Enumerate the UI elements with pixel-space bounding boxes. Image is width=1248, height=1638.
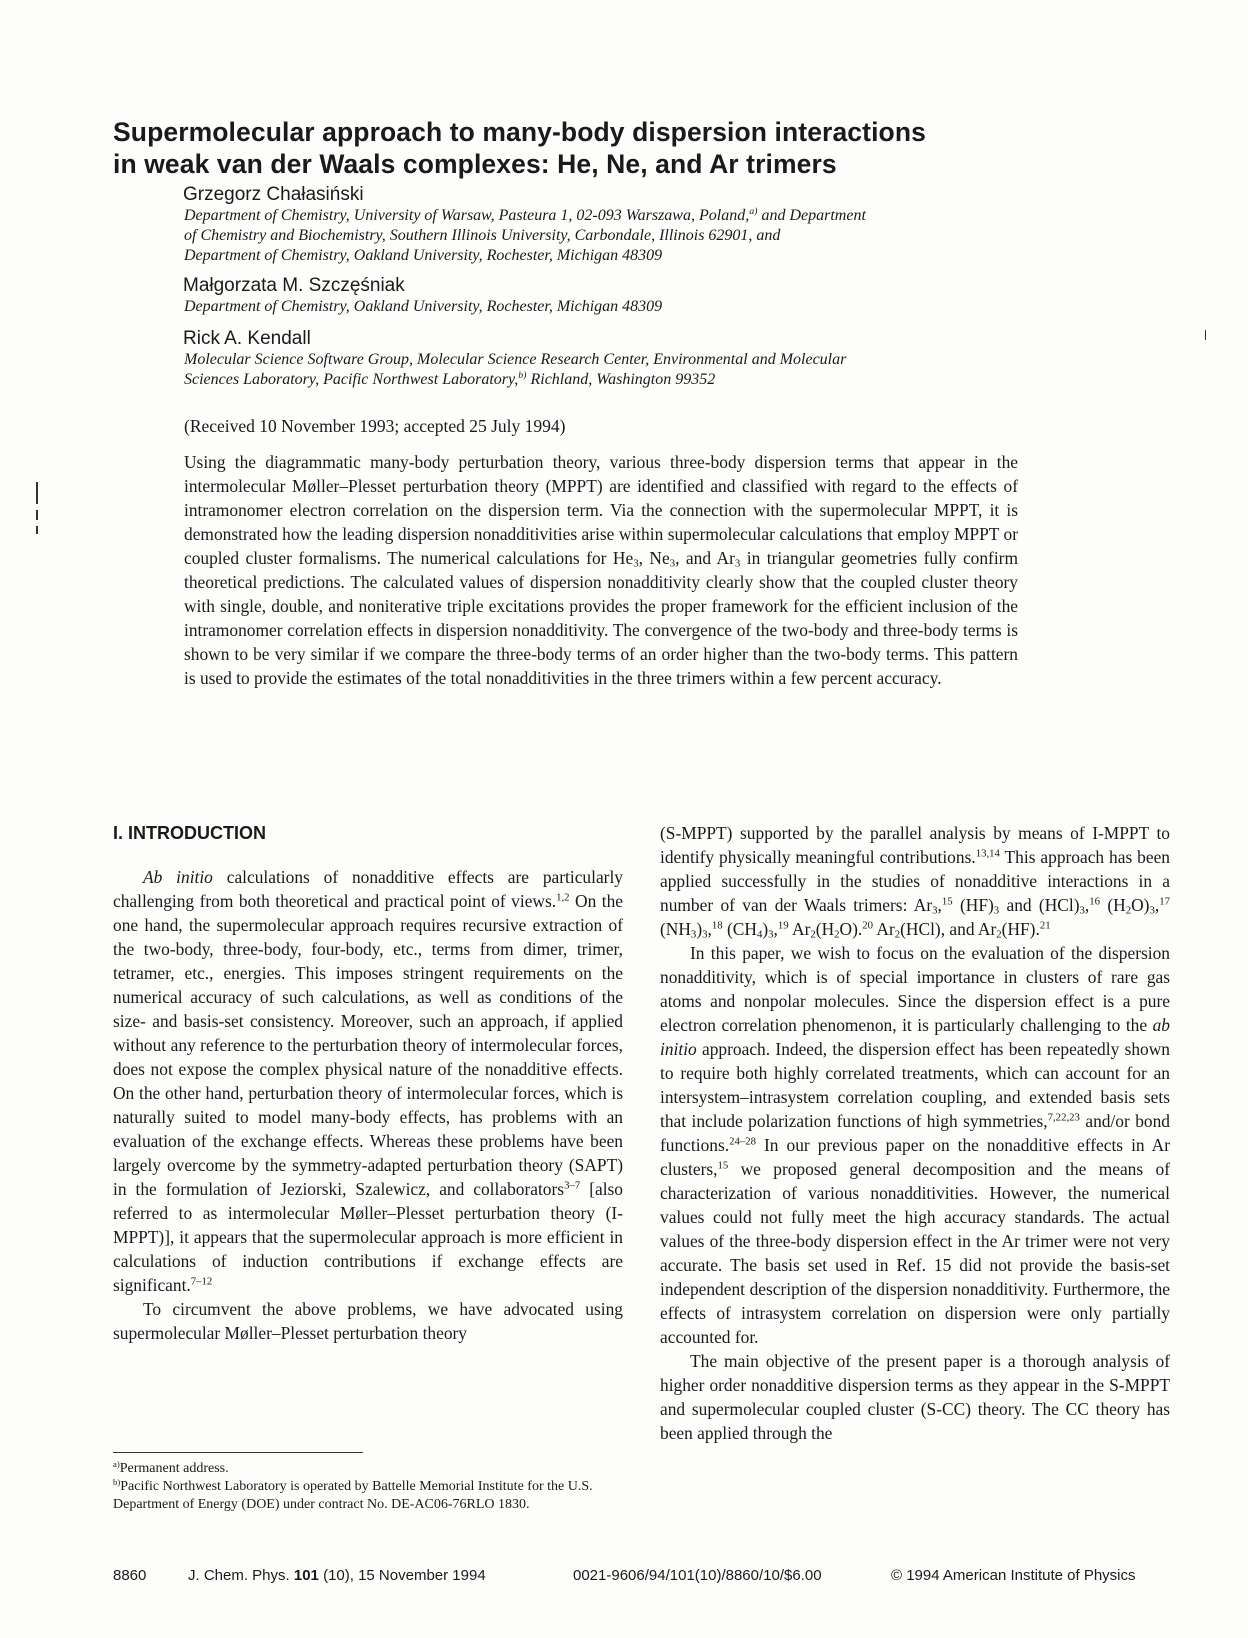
footnote-b: $^{b)}$Pacific Northwest Laboratory is operated by Battelle Memorial Institute for the U.S. Department of Energy (DOE) under contract No. DE-AC06-76RLO 1830. bbox=[113, 1476, 593, 1512]
author-affiliation-2 bbox=[184, 297, 1084, 317]
footnotes bbox=[113, 1460, 623, 1514]
author-name-1: Grzegorz Chałasiński bbox=[183, 184, 364, 205]
paper-title bbox=[113, 116, 1123, 180]
copyright: © 1994 American Institute of Physics bbox=[891, 1567, 1136, 1584]
scan-margin-mark bbox=[36, 510, 38, 520]
author-name-2: Małgorzata M. Szczęśniak bbox=[183, 275, 405, 296]
scan-margin-mark bbox=[36, 482, 38, 504]
intro-paragraph-4: The main objective of the present paper is a thorough analysis of higher order nonadditive dispersion terms as they appear in the S-MPPT and supermolecular coupled cluster (S-CC) theory. The CC theory has been applied through the bbox=[660, 1351, 1170, 1443]
title-line-1: Supermolecular approach to many-body dispersion interactions bbox=[113, 117, 926, 147]
footnote-b-marker: b) bbox=[518, 370, 527, 382]
title-line-2: in weak van der Waals complexes: He, Ne, and Ar trimers bbox=[113, 149, 837, 179]
intro-paragraph-2: To circumvent the above problems, we have advocated using supermolecular Møller–Plesset perturbation theory bbox=[113, 1299, 623, 1343]
footnote-a: $^{a)}$Permanent address. bbox=[113, 1458, 229, 1476]
left-column bbox=[113, 865, 623, 1345]
scan-margin-mark bbox=[36, 526, 38, 534]
affiliation-3-line-1: Molecular Science Software Group, Molecular Science Research Center, Environmental and Molecular bbox=[184, 351, 847, 368]
scan-margin-mark bbox=[1205, 330, 1206, 340]
author-affiliation-1 bbox=[184, 206, 1084, 266]
section-heading: I. INTRODUCTION bbox=[113, 823, 266, 843]
footnote-a-marker: a) bbox=[749, 206, 758, 218]
intro-paragraph-2-continued: (S-MPPT) supported by the parallel analysis by means of I-MPPT to identify physically meaningful contributions.$^{13,14}$ This approach has been applied successfully in the studies of nonadditive interactions in a number of van der Waals trimers: $Ar_3,^{15}$ $(HF)_3$ and $(HCl)_3,^{16}$ $(H_2O)_3,^{17}$ $(NH_3)_3,^{18}$ $(CH_4)_3,^{19}$ $Ar_2(H_2O).^{20}$ $Ar_2(HCl)$, and $Ar_2(HF).^{21}$ bbox=[660, 823, 1171, 941]
right-column bbox=[660, 821, 1170, 1445]
affiliation-2-line-1: Department of Chemistry, Oakland University, Rochester, Michigan 48309 bbox=[184, 298, 663, 315]
affiliation-3-line-2-cont: Richland, Washington 99352 bbox=[526, 371, 716, 388]
affiliation-1-line-3: Department of Chemistry, Oakland University, Rochester, Michigan 48309 bbox=[184, 247, 663, 264]
author-affiliation-3 bbox=[184, 350, 1084, 390]
page-number: 8860 bbox=[113, 1567, 147, 1584]
article-code: 0021-9606/94/101(10)/8860/10/$6.00 bbox=[573, 1567, 822, 1584]
journal-citation: J. Chem. Phys. 101 (10), 15 November 1994 bbox=[188, 1567, 486, 1584]
abstract: Using the diagrammatic many-body perturbation theory, various three-body dispersion terms that appear in the intermolecular Møller–Plesset perturbation theory (MPPT) are identified and classified with regard to the effects of intramonomer electron correlation on the dispersion term. Via the connection with the supermolecular MPPT, it is demonstrated how the leading dispersion nonadditivities arise within supermolecular calculations that employ MPPT or coupled cluster formalisms. The numerical calculations for $He_3$, $Ne_3$, and $Ar_3$ in triangular geometries fully confirm theoretical predictions. The calculated values of dispersion nonadditivity clearly show that the coupled cluster theory with single, double, and noniterative triple excitations provides the proper framework for the efficient inclusion of the intramonomer correlation effects in dispersion nonadditivity. The convergence of the two-body and three-body terms is shown to be very similar if we compare the three-body terms of an order higher than the two-body terms. This pattern is used to provide the estimates of the total nonadditivities in the three trimers within a few percent accuracy. bbox=[184, 452, 1018, 688]
intro-paragraph-3: In this paper, we wish to focus on the evaluation of the dispersion nonadditivity, which is of special importance in clusters of rare gas atoms and nonpolar molecules. Since the dispersion effect is a pure electron correlation phenomenon, it is particularly challenging to the ab initio approach. Indeed, the dispersion effect has been repeatedly shown to require both highly correlated treatments, which can account for an intersystem–intrasystem correlation coupling, and extended basis sets that include polarization functions of high symmetries,$^{7,22,23}$ and/or bond functions.$^{24-28}$ In our previous paper on the nonadditive effects in Ar clusters,$^{15}$ we proposed general decomposition and the means of characterization of various nonadditivities. However, the numerical values could not fully meet the high accuracy standards. The actual values of the three-body dispersion effect in the Ar trimer were not very accurate. The basis set used in Ref. 15 did not provide the basis-set independent description of the dispersion nonadditivity. Furthermore, the effects of intrasystem correlation on dispersion were only partially accounted for. bbox=[660, 943, 1170, 1347]
affiliation-1-line-1: Department of Chemistry, University of Warsaw, Pasteura 1, 02-093 Warszawa, Poland, bbox=[184, 207, 750, 224]
received-dates: (Received 10 November 1993; accepted 25 July 1994) bbox=[184, 416, 566, 436]
affiliation-1-line-1-cont: and Department bbox=[757, 207, 866, 224]
affiliation-3-line-2: Sciences Laboratory, Pacific Northwest Laboratory, bbox=[184, 371, 519, 388]
footnote-divider bbox=[113, 1452, 363, 1453]
author-name-3: Rick A. Kendall bbox=[183, 328, 311, 349]
affiliation-1-line-2: of Chemistry and Biochemistry, Southern Illinois University, Carbondale, Illinois 62901, and bbox=[184, 227, 781, 244]
intro-paragraph-1: Ab initio calculations of nonadditive effects are particularly challenging from both theoretical and practical point of views.$^{1,2}$ On the one hand, the supermolecular approach requires recursive extraction of the two-body, three-body, four-body, etc., terms from dimer, trimer, tetramer, etc., energies. This imposes stringent requirements on the numerical accuracy of such calculations, as well as conditions of the size- and basis-set consistency. Moreover, such an approach, if applied without any reference to the perturbation theory of intermolecular forces, does not expose the complex physical nature of the nonadditive effects. On the other hand, perturbation theory of intermolecular forces, which is naturally suited to model many-body effects, has problems with an evaluation of the exchange effects. Whereas these problems have been largely overcome by the symmetry-adapted perturbation theory (SAPT) in the formulation of Jeziorski, Szalewicz, and collaborators$^{3-7}$ [also referred to as intermolecular Møller–Plesset perturbation theory (I-MPPT)], it appears that the supermolecular approach is more efficient in calculations of induction contributions if exchange effects are significant.$^{7-12}$ bbox=[113, 867, 624, 1295]
